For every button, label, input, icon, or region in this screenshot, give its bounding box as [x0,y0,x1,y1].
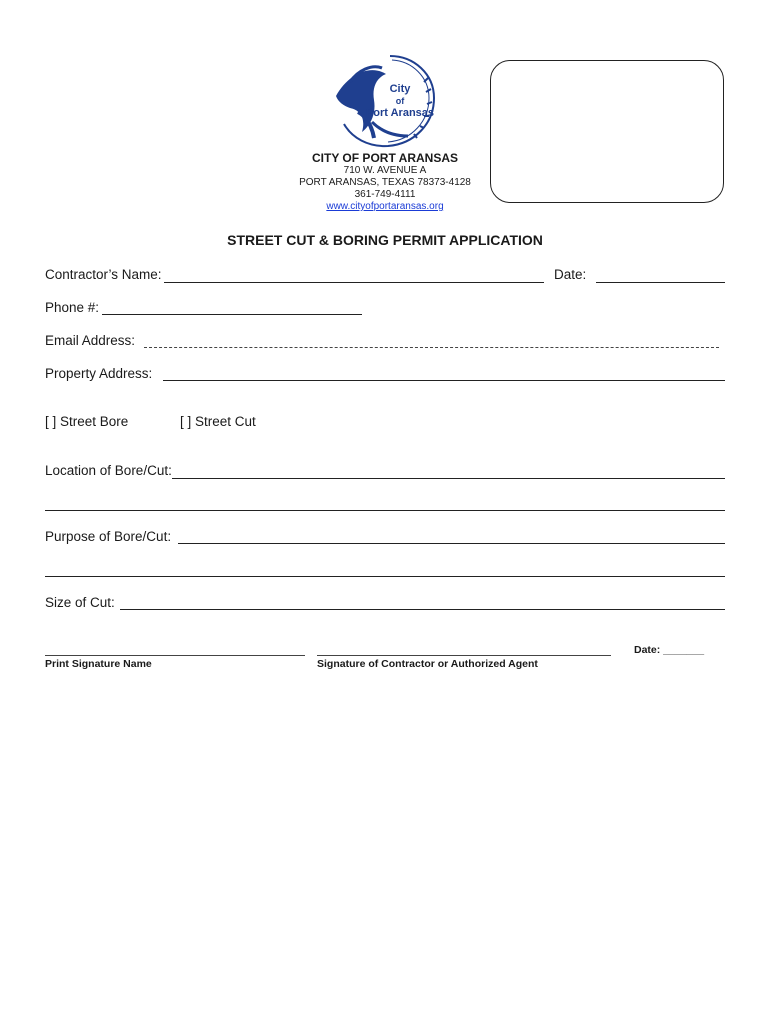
street-bore-checkbox[interactable]: [ ] Street Bore [45,414,129,429]
logo-text-city: City [389,83,411,95]
phone-number: 361-749-4111 [354,189,416,200]
contractor-name-label: Contractor’s Name: [45,267,162,282]
street-cut-checkbox[interactable]: [ ] Street Cut [180,414,256,429]
location-field[interactable] [172,478,725,479]
phone-field[interactable] [102,314,362,315]
signature-field[interactable] [317,655,611,656]
logo-text-port-aransas: Port Aransas [365,107,435,119]
print-name-field[interactable] [45,655,305,656]
sailfish-seal-icon [328,52,440,150]
print-name-label: Print Signature Name [45,658,152,670]
size-field[interactable] [120,609,725,610]
property-address-label: Property Address: [45,366,153,381]
form-title: STREET CUT & BORING PERMIT APPLICATION [227,232,543,248]
signature-date-label[interactable]: Date: _______ [634,644,705,656]
org-name: CITY OF PORT ARANSAS [311,151,458,165]
phone-label: Phone #: [45,300,100,315]
logo-text-of: of [395,96,405,106]
purpose-field[interactable] [178,543,725,544]
location-field-line-2[interactable] [45,510,725,511]
property-address-field[interactable] [163,380,725,381]
website-link[interactable]: www.cityofportaransas.org [326,201,444,212]
purpose-field-line-2[interactable] [45,576,725,577]
stamp-box [490,60,724,203]
email-label: Email Address: [45,333,136,348]
city-logo [328,52,440,150]
address-line-2: PORT ARANSAS, TEXAS 78373-4128 [299,177,471,188]
location-label: Location of Bore/Cut: [45,463,172,478]
address-line-1: 710 W. AVENUE A [343,165,427,176]
email-field[interactable] [144,347,719,348]
date-field[interactable] [596,282,725,283]
contractor-name-field[interactable] [164,282,544,283]
size-label: Size of Cut: [45,595,115,610]
signature-label: Signature of Contractor or Authorized Agent [317,658,538,670]
date-label: Date: [554,267,587,282]
purpose-label: Purpose of Bore/Cut: [45,529,172,544]
